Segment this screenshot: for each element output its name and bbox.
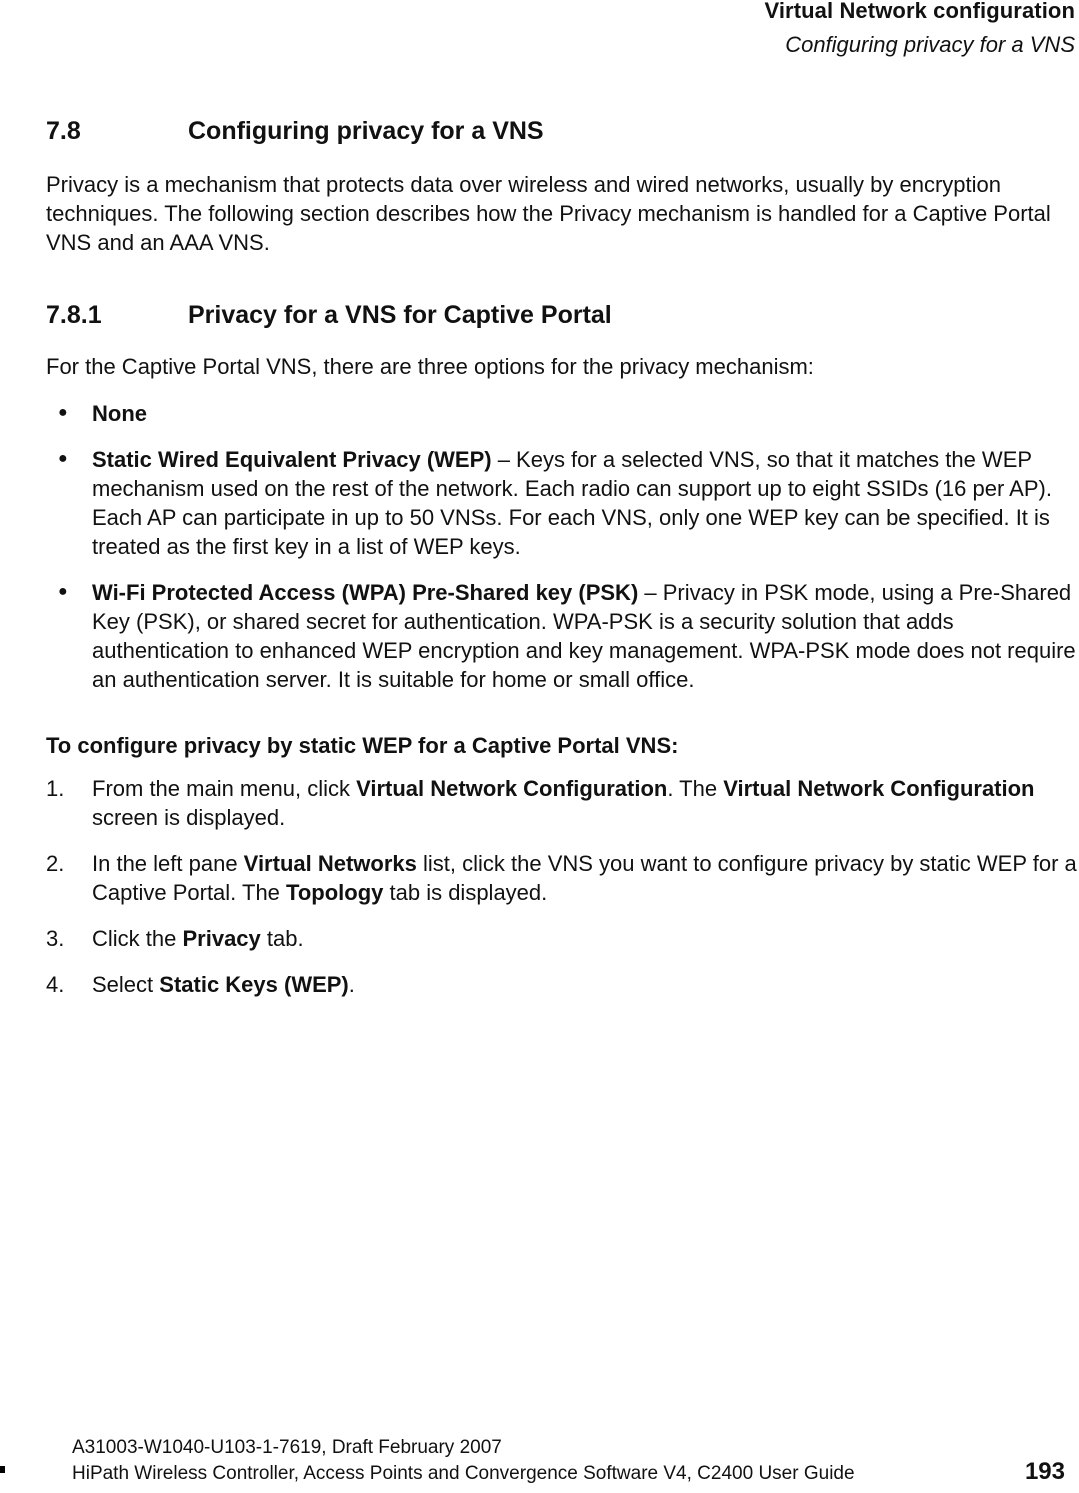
step-number: 2. — [46, 851, 65, 876]
section-title: Configuring privacy for a VNS — [188, 117, 544, 145]
pane-reference: Virtual Networks — [243, 851, 417, 876]
procedure-title: To configure privacy by static WEP for a Captive Portal VNS: — [46, 733, 679, 758]
tab-reference: Privacy — [182, 926, 261, 951]
step-4 — [92, 970, 1078, 999]
option-description: – Privacy in PSK mode, using a Pre-Shared Key (PSK), or shared secret for authentication. WPA-PSK is a security solution that adds authentication to enhanced WEP encryption and key management. WPA-PSK mode does not require an authentication server. It is suitable for home or small office. — [92, 580, 1076, 692]
step-3 — [92, 924, 1078, 953]
option-term: Static Wired Equivalent Privacy (WEP) — [92, 447, 492, 472]
step-1 — [92, 774, 1078, 832]
step-text: From the main menu, click — [92, 776, 357, 801]
menu-item-reference: Virtual Network Configuration — [356, 776, 668, 801]
step-text: list, click the VNS you want to configure privacy by static WEP for a Captive Portal. The — [92, 851, 1077, 905]
step-text: . — [348, 972, 355, 997]
bullet-icon: ● — [58, 404, 68, 421]
step-text: tab. — [260, 926, 304, 951]
option-reference: Static Keys (WEP) — [159, 972, 349, 997]
section-running-title: Configuring privacy for a VNS — [785, 32, 1075, 57]
list-item-static-wep — [92, 445, 1078, 561]
section-number: 7.8 — [46, 117, 81, 145]
list-item-none — [92, 399, 1078, 428]
subsection-intro-paragraph: For the Captive Portal VNS, there are three options for the privacy mechanism: — [46, 354, 814, 379]
tab-reference: Topology — [286, 880, 384, 905]
option-term: Wi-Fi Protected Access (WPA) Pre-Shared key (PSK) — [92, 580, 639, 605]
page-number: 193 — [1024, 1458, 1065, 1485]
step-text: Select — [92, 972, 160, 997]
list-item-wpa-psk — [92, 578, 1078, 694]
step-text: . The — [667, 776, 724, 801]
footer-doc-id: A31003-W1040-U103-1-7619, Draft February 2007 — [72, 1437, 502, 1458]
step-number: 4. — [46, 972, 65, 997]
step-text: In the left pane — [92, 851, 244, 876]
bullet-icon: ● — [58, 583, 68, 600]
bullet-icon: ● — [58, 450, 68, 467]
step-text: tab is displayed. — [383, 880, 548, 905]
subsection-title: Privacy for a VNS for Captive Portal — [188, 301, 612, 329]
margin-mark — [0, 1466, 5, 1473]
screen-reference: Virtual Network Configuration — [723, 776, 1035, 801]
subsection-number: 7.8.1 — [46, 301, 102, 329]
option-description: – Keys for a selected VNS, so that it matches the WEP mechanism used on the rest of the network. Each radio can support up to eight SSIDs (16 per AP). Each AP can participate in up to 50 VNSs. For each VNS, only one WEP key can be specified. It is treated as the first key in a list of WEP keys. — [92, 447, 1052, 559]
option-term: None — [92, 401, 147, 426]
footer-guide-title: HiPath Wireless Controller, Access Points and Convergence Software V4, C2400 User Guide — [72, 1463, 855, 1484]
step-text: Click the — [92, 926, 183, 951]
chapter-title: Virtual Network configuration — [764, 0, 1075, 23]
section-intro-paragraph: Privacy is a mechanism that protects data over wireless and wired networks, usually by encryption techniques. The following section describes how the Privacy mechanism is handled for a Captive Portal VNS and an AAA VNS. — [46, 172, 1051, 255]
step-number: 1. — [46, 776, 65, 801]
step-2 — [92, 849, 1078, 907]
step-text: screen is displayed. — [92, 805, 286, 830]
step-number: 3. — [46, 926, 65, 951]
